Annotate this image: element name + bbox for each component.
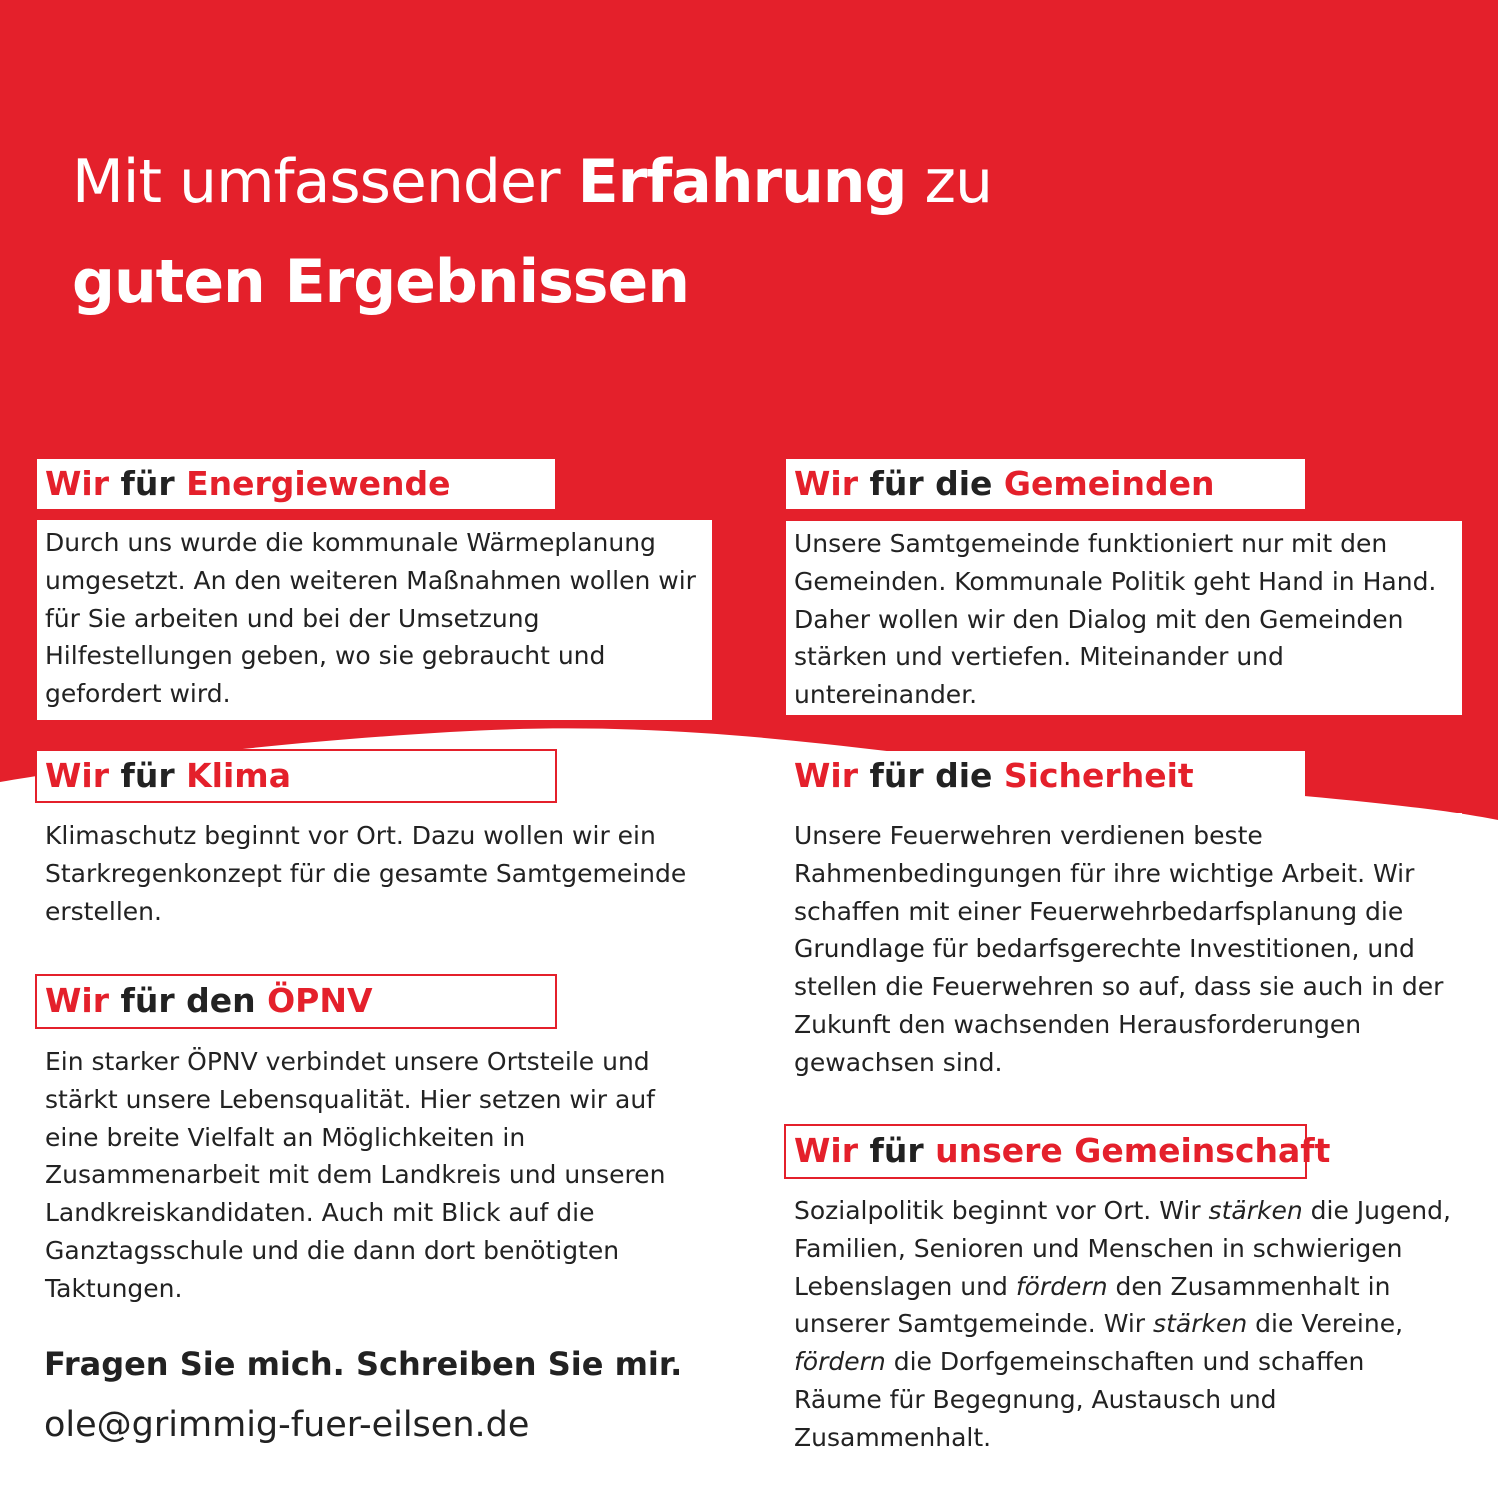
heading-gemeinden: Wir für die Gemeinden bbox=[786, 459, 1305, 509]
page-title-line2: guten Ergebnissen bbox=[72, 247, 689, 317]
contact-question: Fragen Sie mich. Schreiben Sie mir. bbox=[44, 1345, 683, 1383]
heading-gemeinschaft: Wir für unsere Gemeinschaft bbox=[784, 1124, 1307, 1179]
text-klima: Klimaschutz beginnt vor Ort. Dazu wollen wir ein Starkregenkonzept für die gesamte Samtgemeinde erstellen. bbox=[37, 813, 717, 933]
heading-energiewende: Wir für Energiewende bbox=[37, 459, 555, 509]
heading-sicherheit: Wir für die Sicherheit bbox=[786, 751, 1305, 801]
page-title: Mit umfassender Erfahrung zu guten Ergebnissen bbox=[72, 147, 993, 317]
text-gemeinschaft: Sozialpolitik beginnt vor Ort. Wir stärken die Jugend, Familien, Senioren und Menschen in schwierigen Lebenslagen und fördern den Zusammenhalt in unserer Samtgemeinde. Wir stärken die Vereine, fördern die Dorfgemeinschaften und schaffen Räume für Begegnung, Austausch und Zusammenhalt. bbox=[786, 1188, 1462, 1460]
contact-email[interactable]: ole@grimmig-fuer-eilsen.de bbox=[44, 1405, 530, 1445]
heading-oepnv: Wir für den ÖPNV bbox=[35, 974, 557, 1029]
heading-klima: Wir für Klima bbox=[35, 749, 557, 803]
text-energiewende: Durch uns wurde die kommunale Wärmeplanung umgesetzt. An den weiteren Maßnahmen wollen wir für Sie arbeiten und bei der Umsetzung Hilfestellungen geben, wo sie gebraucht und gefordert wird. bbox=[37, 520, 712, 720]
text-sicherheit: Unsere Feuerwehren verdienen beste Rahmenbedingungen für ihre wichtige Arbeit. Wir schaffen mit einer Feuerwehrbedarfsplanung die Grundlage für bedarfsgerechte Investitionen, und stellen die Feuerwehren so auf, dass sie auch in der Zukunft den wachsenden Herausforderungen gewachsen sind. bbox=[786, 813, 1462, 1085]
text-oepnv: Ein starker ÖPNV verbindet unsere Ortsteile und stärkt unsere Lebensqualität. Hier setzen wir auf eine breite Vielfalt an Möglichkeiten in Zusammenarbeit mit dem Landkreis und unseren Landkreiskandidaten. Auch mit Blick auf die Ganztagsschule und die dann dort benötigten Taktungen. bbox=[37, 1039, 717, 1314]
text-gemeinden: Unsere Samtgemeinde funktioniert nur mit den Gemeinden. Kommunale Politik geht Hand in Hand. Daher wollen wir den Dialog mit den Gemeinden stärken und vertiefen. Miteinander und untereinander. bbox=[786, 521, 1462, 715]
